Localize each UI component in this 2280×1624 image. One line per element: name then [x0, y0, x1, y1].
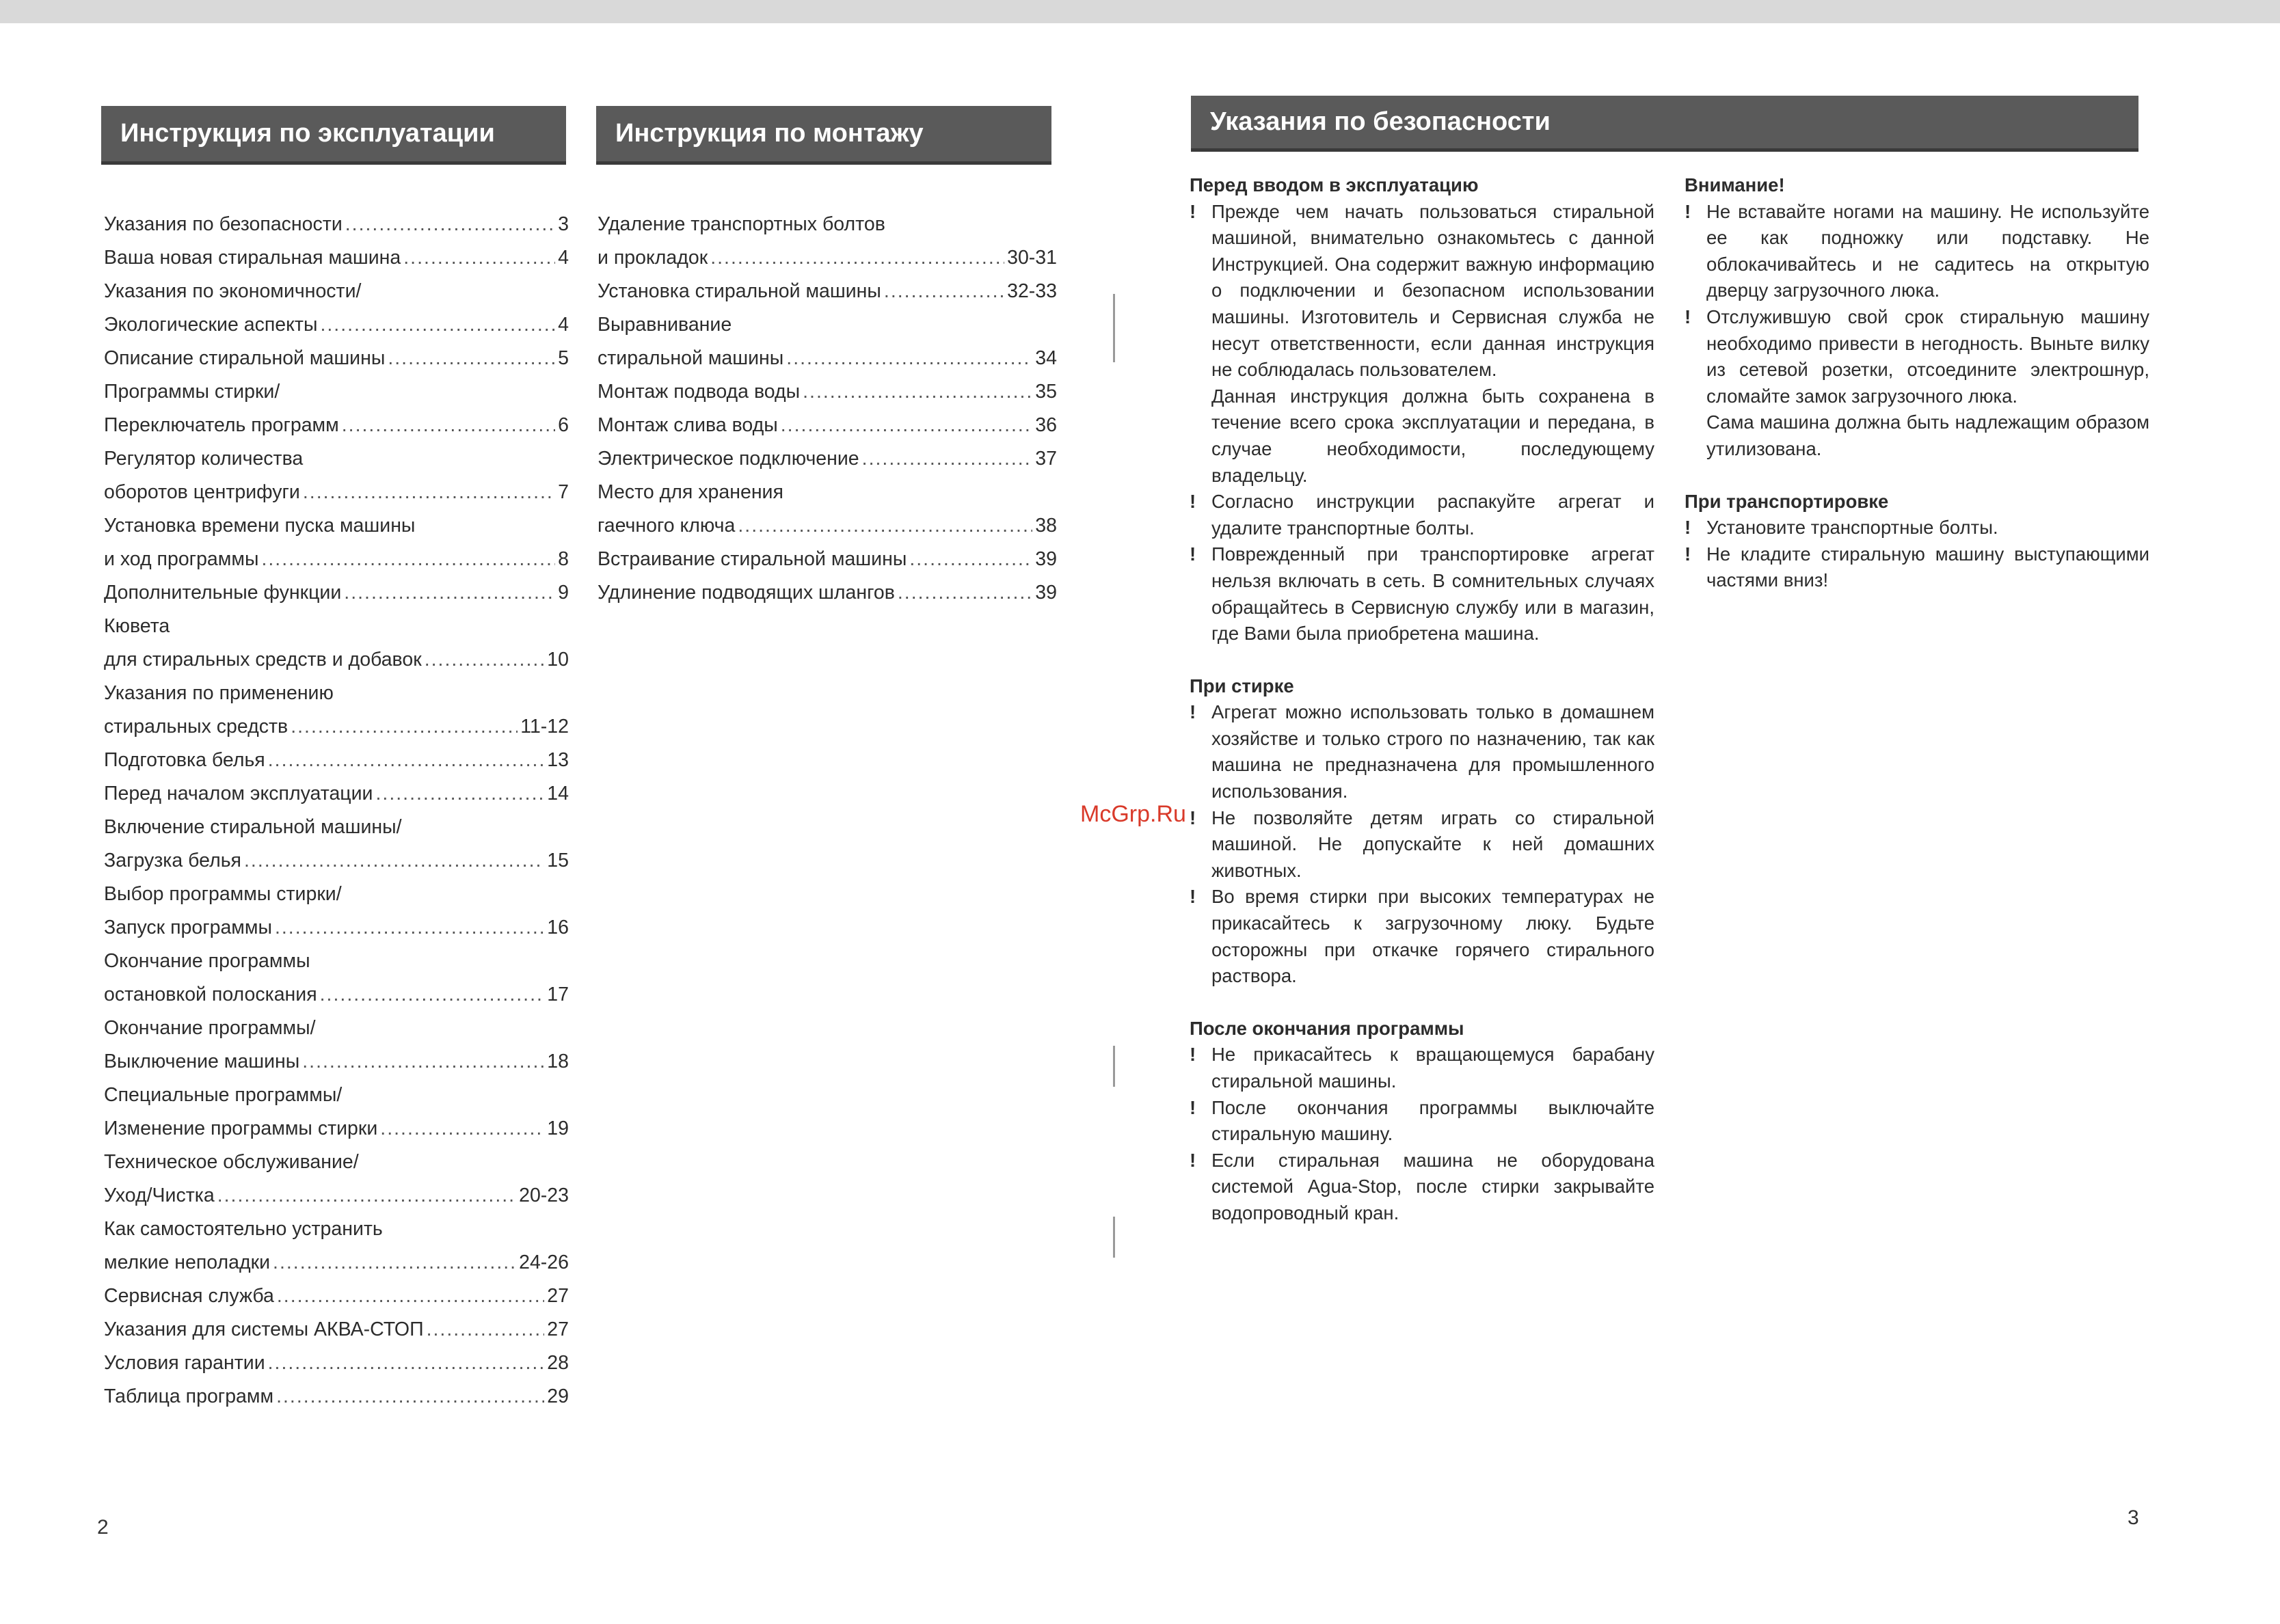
toc-entry	[104, 342, 569, 375]
exclamation-icon: !	[1190, 543, 1196, 565]
toc-leader-dots	[425, 643, 545, 677]
toc-entry-title: Кювета	[104, 615, 170, 637]
header-safety-title: Указания по безопасности	[1210, 107, 1551, 136]
toc-leader-dots	[786, 342, 1032, 375]
list-item: ! Установите транспортные болты.	[1685, 515, 2149, 541]
list-item: ! После окончания программы выключайте стиральную машину.	[1190, 1095, 1654, 1148]
toc-entry-page: 10	[547, 649, 569, 671]
toc-entry	[104, 911, 569, 945]
exclamation-icon: !	[1190, 1096, 1196, 1118]
toc-entry-title: Регулятор количества	[104, 448, 304, 470]
toc-entry-title: Ваша новая стиральная машина	[104, 247, 401, 269]
toc-entry	[104, 978, 569, 1012]
header-installation	[596, 106, 1051, 165]
toc-entry	[104, 543, 569, 576]
toc-leader-dots	[388, 342, 555, 375]
toc-leader-dots	[244, 844, 544, 878]
section-transport-title: При транспортировке	[1685, 490, 1889, 512]
toc-entry	[598, 375, 1057, 409]
exclamation-icon: !	[1190, 1044, 1196, 1066]
toc-entry-page: 24-26	[519, 1251, 569, 1273]
toc-entry-title: Электрическое подключение	[598, 448, 859, 470]
safety-column-right	[1685, 172, 2149, 594]
toc-entry	[104, 1213, 569, 1246]
toc-entry-page: 39	[1035, 548, 1057, 570]
toc-entry-page: 20-23	[519, 1185, 569, 1206]
toc-entry-title: Выбор программы стирки/	[104, 883, 342, 905]
toc-entry	[598, 275, 1057, 308]
toc-entry-title: Окончание программы	[104, 950, 310, 972]
toc-leader-dots	[320, 308, 555, 342]
toc-entry-page: 34	[1035, 347, 1057, 369]
list-item: ! Прежде чем начать пользоваться стиральной машиной, внимательно ознакомьтесь с данной Инструкцией. Она содержит важную информацию о подключении и безопасном использовании машины. Изготовитель и Сервисная служба не несут ответственности, если данная инструкция не соблюдалась пользователем.	[1190, 199, 1654, 383]
toc-entry	[104, 878, 569, 911]
toc-entry	[598, 409, 1057, 442]
toc-entry	[598, 442, 1057, 476]
toc-leader-dots	[268, 1346, 545, 1380]
toc-leader-dots	[291, 710, 518, 744]
toc-entry-page: 3	[558, 213, 569, 235]
exclamation-icon: !	[1190, 200, 1196, 222]
toc-leader-dots	[276, 1380, 544, 1413]
toc-leader-dots	[427, 1313, 545, 1346]
scan-mark	[1113, 1046, 1115, 1087]
toc-entry-title: Условия гарантии	[104, 1352, 265, 1374]
toc-entry-title: Указания по экономичности/	[104, 280, 362, 302]
toc-leader-dots	[781, 409, 1033, 442]
list-item: ! Не вставайте ногами на машину. Не используйте ее как подножку или подставку. Не облокачивайтесь и не садитесь на открытую дверцу загрузочного люка.	[1685, 199, 2149, 304]
scan-mark	[1113, 1217, 1115, 1258]
exclamation-icon: !	[1190, 491, 1196, 513]
toc-entry	[104, 1079, 569, 1112]
toc-entry-title: Монтаж подвода воды	[598, 381, 801, 403]
toc-entry-title: Запуск программы	[104, 917, 272, 938]
toc-leader-dots	[273, 1246, 516, 1280]
toc-entry	[104, 1313, 569, 1346]
toc-entry	[104, 442, 569, 476]
toc-entry-page: 27	[547, 1318, 569, 1340]
toc-entry-page: 18	[547, 1051, 569, 1072]
exclamation-icon: !	[1190, 807, 1196, 828]
toc-entry-title: Специальные программы/	[104, 1084, 343, 1106]
toc-entry	[104, 610, 569, 643]
toc-entry-page: 15	[547, 850, 569, 871]
list-item-continuation: Данная инструкция должна быть сохранена в течение всего срока эксплуатации и передана, в случае необходимости, последующему владельцу.	[1211, 385, 1654, 486]
page-number-right: 3	[2128, 1506, 2139, 1529]
toc-entry-title: Дополнительные функции	[104, 582, 342, 604]
toc-entry-title: гаечного ключа	[598, 515, 736, 537]
toc-entry	[104, 308, 569, 342]
toc-leader-dots	[277, 1280, 544, 1313]
toc-entry-page: 13	[547, 749, 569, 771]
toc-entry-page: 17	[547, 984, 569, 1005]
top-scan-band	[0, 0, 2280, 23]
toc-entry-page: 32-33	[1007, 280, 1057, 302]
toc-entry	[104, 208, 569, 241]
header-operation	[101, 106, 566, 165]
toc-leader-dots	[710, 241, 1004, 275]
toc-entry-page: 5	[558, 347, 569, 369]
list-item: ! Не кладите стиральную машину выступающими частями вниз!	[1685, 541, 2149, 594]
toc-operation	[104, 208, 569, 1413]
toc-entry-title: Удаление транспортных болтов	[598, 213, 885, 235]
toc-leader-dots	[268, 744, 545, 777]
list-item: ! Не позволяйте детям играть со стиральной машиной. Не допускайте к ней домашних животных.	[1190, 805, 1654, 884]
toc-entry-title: Подготовка белья	[104, 749, 265, 771]
exclamation-icon: !	[1190, 1149, 1196, 1171]
toc-entry-page: 4	[558, 247, 569, 269]
header-operation-title: Инструкция по эксплуатации	[120, 119, 495, 148]
toc-entry	[104, 1346, 569, 1380]
section-before-title: Перед вводом в эксплуатацию	[1190, 174, 1479, 195]
toc-entry-page: 30-31	[1007, 247, 1057, 269]
toc-entry-title: Программы стирки/	[104, 381, 280, 403]
list-item-continuation: Сама машина должна быть надлежащим образом утилизована.	[1706, 411, 2149, 459]
toc-entry	[104, 1012, 569, 1045]
toc-entry-page: 7	[558, 481, 569, 503]
toc-entry-title: Указания по применению	[104, 682, 334, 704]
toc-entry-title: Выключение машины	[104, 1051, 300, 1072]
toc-entry-title: и ход программы	[104, 548, 259, 570]
toc-entry-title: Экологические аспекты	[104, 314, 318, 336]
toc-leader-dots	[217, 1179, 516, 1213]
list-item: ! Не прикасайтесь к вращающемуся барабану стиральной машины.	[1190, 1042, 1654, 1094]
toc-leader-dots	[884, 275, 1004, 308]
toc-entry-title: Выравнивание	[598, 314, 732, 336]
toc-entry-page: 38	[1035, 515, 1057, 537]
toc-entry-title: Уход/Чистка	[104, 1185, 215, 1206]
toc-entry	[104, 409, 569, 442]
toc-entry	[104, 643, 569, 677]
toc-entry-page: 27	[547, 1285, 569, 1307]
toc-leader-dots	[862, 442, 1033, 476]
toc-leader-dots	[375, 777, 544, 811]
toc-leader-dots	[738, 509, 1032, 543]
exclamation-icon: !	[1685, 543, 1691, 565]
toc-entry	[598, 543, 1057, 576]
toc-entry	[104, 710, 569, 744]
toc-entry	[598, 509, 1057, 543]
toc-entry-page: 16	[547, 917, 569, 938]
toc-entry-title: Переключатель программ	[104, 414, 339, 436]
toc-entry-page: 6	[558, 414, 569, 436]
toc-entry	[598, 476, 1057, 509]
toc-entry	[104, 945, 569, 978]
toc-entry-title: Как самостоятельно устранить	[104, 1218, 383, 1240]
toc-entry	[104, 476, 569, 509]
toc-entry-page: 19	[547, 1118, 569, 1139]
toc-entry-page: 28	[547, 1352, 569, 1374]
toc-entry-page: 9	[558, 582, 569, 604]
toc-entry	[104, 844, 569, 878]
section-after-title: После окончания программы	[1190, 1017, 1464, 1039]
toc-entry	[104, 1146, 569, 1179]
list-item: ! Поврежденный при транспортировке агрегат нельзя включать в сеть. В сомнительных случаях обращайтесь в Сервисную службу или в магазин, где Вами была приобретена машина.	[1190, 541, 1654, 647]
toc-entry	[598, 208, 1057, 241]
toc-entry-title: остановкой полоскания	[104, 984, 317, 1005]
toc-entry-page: 37	[1035, 448, 1057, 470]
toc-entry	[104, 744, 569, 777]
toc-entry-page: 14	[547, 783, 569, 804]
toc-entry	[104, 777, 569, 811]
toc-entry	[598, 241, 1057, 275]
list-item: ! Агрегат можно использовать только в домашнем хозяйстве и только строго по назначению, так как машина не предназначена для промышленного использования.	[1190, 699, 1654, 804]
list-item: ! Согласно инструкции распакуйте агрегат и удалите транспортные болты.	[1190, 489, 1654, 541]
toc-entry-page: 4	[558, 314, 569, 336]
toc-entry	[598, 308, 1057, 342]
toc-entry-page: 39	[1035, 582, 1057, 604]
toc-entry	[104, 677, 569, 710]
list-item: ! Если стиральная машина не оборудована системой Agua-Stop, после стирки закрывайте водопроводный кран.	[1190, 1148, 1654, 1227]
exclamation-icon: !	[1685, 200, 1691, 222]
exclamation-icon: !	[1685, 306, 1691, 327]
toc-entry	[104, 275, 569, 308]
toc-entry-title: и прокладок	[598, 247, 708, 269]
toc-leader-dots	[320, 978, 545, 1012]
exclamation-icon: !	[1190, 886, 1196, 908]
toc-entry	[104, 811, 569, 844]
toc-entry	[104, 1045, 569, 1079]
exclamation-icon: !	[1685, 517, 1691, 539]
watermark: McGrp.Ru	[1080, 801, 1186, 827]
toc-entry	[104, 1179, 569, 1213]
toc-entry-title: для стиральных средств и добавок	[104, 649, 422, 671]
header-safety	[1191, 96, 2138, 152]
toc-entry-title: стиральной машины	[598, 347, 784, 369]
toc-leader-dots	[275, 911, 544, 945]
toc-entry-title: Монтаж слива воды	[598, 414, 778, 436]
toc-entry	[104, 1280, 569, 1313]
toc-leader-dots	[345, 208, 555, 241]
toc-entry-title: Установка стиральной машины	[598, 280, 881, 302]
toc-entry-title: Включение стиральной машины/	[104, 816, 402, 838]
toc-entry-title: Перед началом эксплуатации	[104, 783, 373, 804]
toc-entry-title: Техническое обслуживание/	[104, 1151, 359, 1173]
section-attention-title: Внимание!	[1685, 174, 1785, 195]
toc-leader-dots	[803, 375, 1032, 409]
toc-entry	[104, 375, 569, 409]
toc-entry-title: Установка времени пуска машины	[104, 515, 416, 537]
toc-entry-title: Указания по безопасности	[104, 213, 343, 235]
toc-entry-title: Место для хранения	[598, 481, 783, 503]
toc-entry	[104, 1380, 569, 1413]
toc-leader-dots	[342, 409, 555, 442]
toc-entry-title: Встраивание стиральной машины	[598, 548, 907, 570]
list-item: ! Отслужившую свой срок стиральную машину необходимо привести в негодность. Выньте вилку из сетевой розетки, отсоедините электрошнур, сломайте замок загрузочного люка.	[1685, 304, 2149, 409]
header-installation-title: Инструкция по монтажу	[615, 119, 924, 148]
toc-leader-dots	[898, 576, 1032, 610]
toc-entry	[104, 1112, 569, 1146]
toc-entry	[598, 342, 1057, 375]
toc-entry-page: 36	[1035, 414, 1057, 436]
toc-entry-title: стиральных средств	[104, 716, 289, 737]
toc-entry-page: 29	[547, 1385, 569, 1407]
toc-entry-page: 11-12	[520, 716, 569, 737]
toc-leader-dots	[302, 1045, 544, 1079]
toc-entry	[104, 1246, 569, 1280]
toc-entry	[104, 241, 569, 275]
toc-entry-page: 8	[558, 548, 569, 570]
toc-leader-dots	[344, 576, 555, 610]
scan-mark	[1113, 294, 1115, 362]
toc-leader-dots	[403, 241, 555, 275]
toc-entry-title: мелкие неполадки	[104, 1251, 271, 1273]
toc-entry-title: Таблица программ	[104, 1385, 274, 1407]
safety-column-left	[1190, 172, 1654, 1227]
toc-entry	[104, 576, 569, 610]
toc-entry	[104, 509, 569, 543]
toc-entry-title: Изменение программы стирки	[104, 1118, 378, 1139]
toc-entry-title: Указания для системы АКВА-СТОП	[104, 1318, 424, 1340]
toc-leader-dots	[380, 1112, 544, 1146]
toc-leader-dots	[261, 543, 555, 576]
toc-entry-title: оборотов центрифуги	[104, 481, 300, 503]
page-number-left: 2	[97, 1516, 109, 1539]
toc-entry-page: 35	[1035, 381, 1057, 403]
toc-entry-title: Описание стиральной машины	[104, 347, 386, 369]
toc-leader-dots	[909, 543, 1032, 576]
toc-entry-title: Загрузка белья	[104, 850, 241, 871]
toc-entry	[598, 576, 1057, 610]
exclamation-icon: !	[1190, 701, 1196, 723]
toc-entry-title: Удлинение подводящих шлангов	[598, 582, 895, 604]
section-wash-title: При стирке	[1190, 675, 1294, 696]
toc-installation	[598, 208, 1057, 610]
toc-leader-dots	[303, 476, 555, 509]
list-item: ! Во время стирки при высоких температурах не прикасайтесь к загрузочному люку. Будьте осторожны при откачке горячего стирального раствора.	[1190, 884, 1654, 989]
toc-entry-title: Окончание программы/	[104, 1017, 316, 1039]
toc-entry-title: Сервисная служба	[104, 1285, 274, 1307]
